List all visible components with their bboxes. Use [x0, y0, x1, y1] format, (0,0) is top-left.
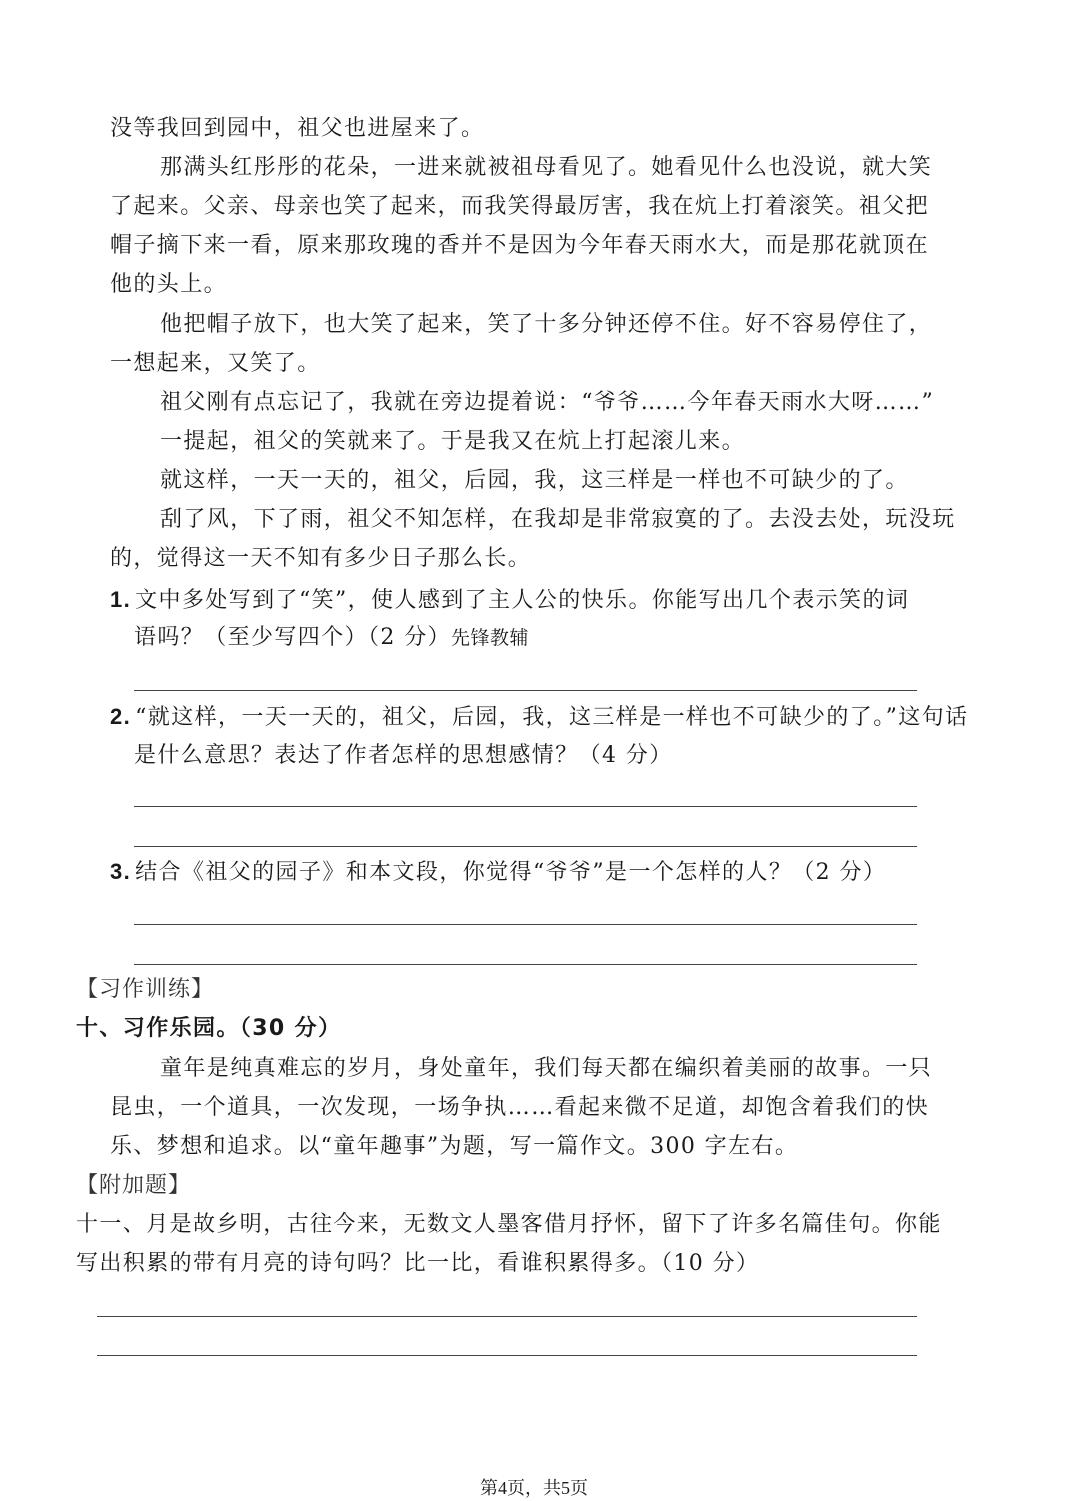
passage-line: 那满头红彤彤的花朵，一进来就被祖母看见了。她看见什么也没说，就大笑	[160, 155, 933, 180]
passage-line: 他把帽子放下，也大笑了起来，笑了十多分钟还停不住。好不容易停住了，	[160, 312, 933, 337]
passage-line: 一想起来，又笑了。	[110, 351, 321, 376]
passage-line: 祖父刚有点忘记了，我就在旁边提着说：“爷爷……今年春天雨水大呀……”	[160, 390, 935, 415]
writing-prompt-line: 童年是纯真难忘的岁月，身处童年，我们每天都在编织着美丽的故事。一只	[160, 1056, 933, 1081]
question-1-cont	[134, 623, 529, 653]
passage-line: 一提起，祖父的笑就来了。于是我又在炕上打起滚儿来。	[160, 429, 746, 454]
question-2	[110, 702, 968, 733]
question-number: 3.	[110, 859, 132, 884]
question-number: 2.	[110, 704, 132, 729]
page-number: 第4页，共5页	[480, 1478, 588, 1498]
passage-line: 帽子摘下来一看，原来那玫瑰的香并不是因为今年春天雨水大，而是那花就顶在	[110, 233, 930, 258]
bonus-question: 十一、月是故乡明，古往今来，无数文人墨客借月抒怀，留下了许多名篇佳句。你能	[76, 1212, 942, 1237]
passage-line: 刮了风，下了雨，祖父不知怎样，在我却是非常寂寞的了。去没去处，玩没玩	[160, 507, 956, 532]
answer-line[interactable]	[134, 924, 917, 925]
question-text: 文中多处写到了“笑”，使人感到了主人公的快乐。你能写出几个表示笑的词	[135, 588, 910, 613]
section-header: 【附加题】	[76, 1173, 192, 1198]
question-1	[110, 585, 909, 616]
section-header: 【习作训练】	[76, 977, 215, 1002]
section-title: 十、习作乐园。（30 分）	[76, 1016, 342, 1041]
passage-line: 的，觉得这一天不知有多少日子那么长。	[110, 546, 532, 571]
answer-line[interactable]	[97, 1316, 917, 1317]
watermark-note: 先锋教辅	[451, 627, 530, 649]
passage-line: 他的头上。	[110, 272, 228, 297]
writing-prompt-line: 乐、梦想和追求。以“童年趣事”为题，写一篇作文。300 字左右。	[110, 1134, 799, 1159]
answer-line[interactable]	[134, 964, 917, 965]
passage-line: 没等我回到园中，祖父也进屋来了。	[110, 116, 485, 141]
answer-line[interactable]	[134, 846, 917, 847]
question-2-cont	[134, 741, 673, 771]
answer-line[interactable]	[134, 806, 917, 807]
question-text: 结合《祖父的园子》和本文段，你觉得“爷爷”是一个怎样的人？（2 分）	[135, 860, 887, 885]
answer-line[interactable]	[134, 690, 917, 691]
question-number: 1.	[110, 587, 132, 612]
question-text: 是什么意思？表达了作者怎样的思想感情？（4 分）	[134, 743, 673, 768]
passage-line: 了起来。父亲、母亲也笑了起来，而我笑得最厉害，我在炕上打着滚笑。祖父把	[110, 194, 930, 219]
passage-line: 就这样，一天一天的，祖父，后园，我，这三样是一样也不可缺少的了。	[160, 468, 909, 493]
question-text: “就这样，一天一天的，祖父，后园，我，这三样是一样也不可缺少的了。”这句话	[135, 705, 969, 730]
answer-line[interactable]	[97, 1355, 917, 1356]
bonus-question-cont: 写出积累的带有月亮的诗句吗？比一比，看谁积累得多。（10 分）	[76, 1251, 760, 1276]
writing-prompt-line: 昆虫，一个道具，一次发现，一场争执……看起来微不足道，却饱含着我们的快	[110, 1095, 930, 1120]
question-text: 语吗？（至少写四个）（2 分）	[134, 625, 451, 650]
question-3	[110, 857, 886, 888]
